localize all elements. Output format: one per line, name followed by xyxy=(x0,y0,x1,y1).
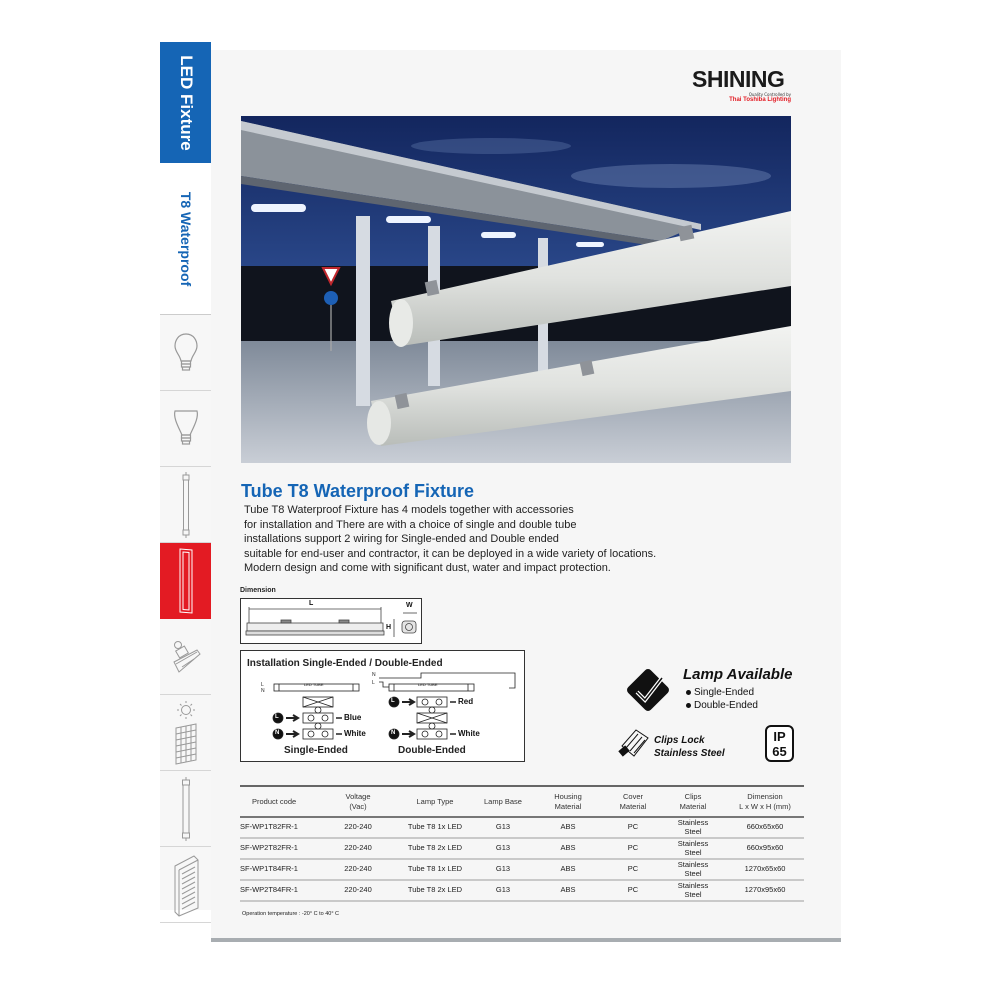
sidebar-item-highbay[interactable] xyxy=(160,619,211,695)
product-page xyxy=(211,50,841,942)
lamp-available-title: Lamp Available xyxy=(683,666,793,683)
double-tube-label: LED TUBE xyxy=(418,682,438,687)
lamp-option-double: Double-Ended xyxy=(686,700,758,711)
sidebar-item-solar[interactable] xyxy=(160,695,211,771)
cell-voltage: 220-240 xyxy=(322,859,394,880)
description-line: for installation and There are with a choice of single and double tube xyxy=(244,518,577,531)
lamp-available-badge xyxy=(622,662,812,720)
cell-housing: ABS xyxy=(530,880,606,901)
operation-temperature-note: Operation temperature : -20° C to 40° C xyxy=(242,911,340,917)
cell-product-code: SF-WP1T82FR-1 xyxy=(240,817,322,838)
logo-brand: SHINING xyxy=(692,66,785,92)
description-line: installations support 2 wiring for Single-ended and Double ended xyxy=(244,533,559,545)
logo-tagline: Quality Controlled by xyxy=(748,92,791,97)
col-cover-material: Cover Material xyxy=(619,791,647,811)
cell-lamp-base: G13 xyxy=(476,859,530,880)
cell-clips: Stainless Steel xyxy=(660,817,726,838)
dimension-label: Dimension xyxy=(240,587,276,594)
svg-text:L: L xyxy=(372,680,375,686)
checkmark-diamond-icon xyxy=(622,664,674,716)
clips-lock-line2: Stainless Steel xyxy=(654,748,725,759)
cell-cover: PC xyxy=(606,859,660,880)
table-row xyxy=(240,817,804,838)
cell-voltage: 220-240 xyxy=(322,838,394,859)
table-row xyxy=(240,859,804,880)
single-terminal-l: L xyxy=(275,714,279,720)
single-wire-blue: Blue xyxy=(344,713,362,722)
tube-icon xyxy=(180,472,192,538)
sidebar-item-t5-tube[interactable] xyxy=(160,771,211,847)
sidebar-subcategory-label: T8 Waterproof xyxy=(177,191,194,286)
svg-text:N: N xyxy=(372,672,376,678)
ip-label: IP xyxy=(773,729,786,744)
cell-product-code: SF-WP2T82FR-1 xyxy=(240,838,322,859)
cell-cover: PC xyxy=(606,838,660,859)
sidebar-item-bulb[interactable] xyxy=(160,315,211,391)
cell-cover: PC xyxy=(606,817,660,838)
cell-lamp-type: Tube T8 2x LED xyxy=(394,838,476,859)
cell-dimension: 1270x65x60 xyxy=(726,859,804,880)
table-row xyxy=(240,880,804,901)
sidebar-item-waterproof-fixture[interactable] xyxy=(160,543,211,619)
double-terminal-n: N xyxy=(391,730,396,736)
double-terminal-l: L xyxy=(391,698,395,704)
description-line: Modern design and come with significant dust, water and impact protection. xyxy=(244,562,611,574)
cell-lamp-type: Tube T8 1x LED xyxy=(394,859,476,880)
sidebar-item-tube[interactable] xyxy=(160,467,211,543)
cell-product-code: SF-WP1T84FR-1 xyxy=(240,859,322,880)
cell-product-code: SF-WP2T84FR-1 xyxy=(240,880,322,901)
reflector-bulb-icon xyxy=(172,408,200,450)
cell-dimension: 660x65x60 xyxy=(726,817,804,838)
clips-lock-text xyxy=(654,734,725,760)
dimension-length-label: L xyxy=(309,600,314,607)
sidebar-category-label: LED Fixture xyxy=(176,54,196,151)
table-row xyxy=(240,838,804,859)
sidebar-subcategory-t8-waterproof[interactable] xyxy=(160,163,211,315)
cell-dimension: 1270x95x60 xyxy=(726,880,804,901)
single-terminal-n: N xyxy=(275,730,280,736)
product-description xyxy=(244,503,684,576)
col-clips-material: Clips Material xyxy=(679,791,707,811)
waterproof-fixture-icon xyxy=(178,547,194,615)
double-ended-caption: Double-Ended xyxy=(398,745,466,756)
col-dimension: Dimension L x W x H (mm) xyxy=(739,791,791,811)
col-product-code: Product code xyxy=(252,796,297,806)
parking-canopy-scene xyxy=(241,116,791,463)
dimension-diagram xyxy=(240,598,422,644)
spec-table xyxy=(240,785,804,902)
cell-housing: ABS xyxy=(530,838,606,859)
installation-diagram xyxy=(240,650,525,762)
dimension-height-label: H xyxy=(386,624,392,631)
cell-lamp-base: G13 xyxy=(476,880,530,901)
cell-lamp-type: Tube T8 1x LED xyxy=(394,817,476,838)
single-tube-label: LED TUBE xyxy=(304,682,324,687)
cell-lamp-base: G13 xyxy=(476,817,530,838)
clip-icon xyxy=(618,726,652,760)
col-voltage: Voltage (Vac) xyxy=(345,791,371,811)
cell-dimension: 660x95x60 xyxy=(726,838,804,859)
dimension-width-label: W xyxy=(406,602,413,609)
sidebar-item-panel-fixture[interactable] xyxy=(160,847,211,923)
t5-tube-icon xyxy=(180,777,192,841)
single-wire-white: White xyxy=(344,729,366,738)
description-line: Tube T8 Waterproof Fixture has 4 models together with accessories xyxy=(244,504,574,516)
cell-clips: Stainless Steel xyxy=(660,880,726,901)
double-wire-red: Red xyxy=(458,697,474,706)
logo-company: Thai Toshiba Lighting xyxy=(729,97,791,103)
table-header-row xyxy=(240,786,804,817)
lamp-option-single: Single-Ended xyxy=(686,687,754,698)
ip65-badge xyxy=(765,725,794,762)
description-line: suitable for end-user and contractor, it can be deployed in a wide variety of locations. xyxy=(244,547,657,560)
cell-lamp-base: G13 xyxy=(476,838,530,859)
single-ended-caption: Single-Ended xyxy=(284,745,348,756)
col-housing-material: Housing Material xyxy=(554,791,582,811)
hero-product-photo xyxy=(241,116,791,463)
bulb-icon xyxy=(173,332,199,374)
cell-voltage: 220-240 xyxy=(322,880,394,901)
sidebar-category-led-fixture[interactable] xyxy=(160,42,211,163)
ip-rating: 65 xyxy=(772,744,787,759)
double-wire-white: White xyxy=(458,729,480,738)
clips-lock-badge xyxy=(618,722,753,764)
cell-housing: ABS xyxy=(530,817,606,838)
col-lamp-type: Lamp Type xyxy=(416,796,454,806)
cell-clips: Stainless Steel xyxy=(660,859,726,880)
dimension-drawing xyxy=(241,599,421,643)
cell-clips: Stainless Steel xyxy=(660,838,726,859)
category-sidebar xyxy=(160,42,211,910)
highbay-icon xyxy=(170,640,202,674)
solar-panel-icon xyxy=(172,700,200,766)
clips-lock-line1: Clips Lock xyxy=(654,735,705,746)
panel-fixture-icon xyxy=(172,852,200,918)
product-title: Tube T8 Waterproof Fixture xyxy=(241,481,475,501)
svg-text:L: L xyxy=(261,682,264,688)
svg-text:N: N xyxy=(261,688,265,694)
col-lamp-base: Lamp Base xyxy=(484,796,522,806)
cell-cover: PC xyxy=(606,880,660,901)
sidebar-item-reflector[interactable] xyxy=(160,391,211,467)
cell-housing: ABS xyxy=(530,859,606,880)
shining-logo xyxy=(692,64,797,108)
installation-title: Installation Single-Ended / Double-Ended xyxy=(247,658,443,669)
cell-voltage: 220-240 xyxy=(322,817,394,838)
cell-lamp-type: Tube T8 2x LED xyxy=(394,880,476,901)
